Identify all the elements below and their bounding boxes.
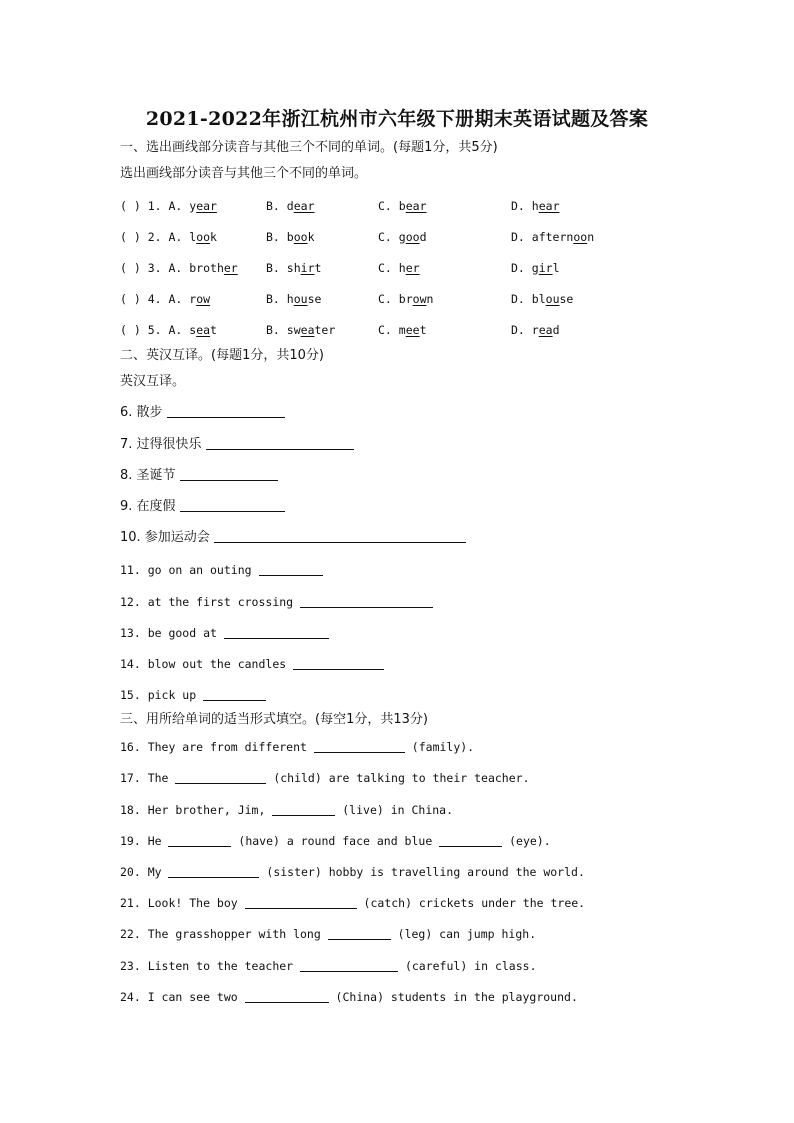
translation-item: 6. 散步 [120, 405, 285, 421]
section2-instruction: 英汉互译。 [120, 374, 186, 389]
option-c: C. meet [378, 323, 427, 337]
answer-blank[interactable] [168, 865, 259, 878]
section2-heading: 二、英汉互译。(每题1分，共10分) [120, 348, 324, 363]
fill-blank-item: 18. Her brother, Jim, (live) in China. [120, 803, 454, 817]
answer-blank[interactable] [180, 499, 285, 512]
translation-item: 11. go on an outing [120, 562, 323, 578]
option-a: ( ) 2. A. look [120, 230, 217, 244]
option-d: D. girl [511, 261, 560, 275]
translation-item: 7. 过得很快乐 [120, 437, 354, 453]
option-c: C. brown [378, 292, 434, 306]
answer-blank[interactable] [245, 990, 329, 1003]
option-d: D. read [511, 323, 560, 337]
fill-blank-item: 23. Listen to the teacher (careful) in class. [120, 959, 537, 973]
fill-blank-item: 22. The grasshopper with long (leg) can jump high. [120, 927, 537, 941]
option-c: C. bear [378, 199, 427, 213]
answer-blank[interactable] [328, 927, 391, 940]
question-row [120, 199, 680, 215]
option-c: C. good [378, 230, 427, 244]
option-b: B. shirt [266, 261, 322, 275]
answer-blank[interactable] [272, 803, 335, 816]
answer-blank[interactable] [259, 563, 323, 576]
translation-item: 15. pick up [120, 687, 266, 703]
option-b: B. dear [266, 199, 315, 213]
section1-heading: 一、选出画线部分读音与其他三个不同的单词。(每题1分，共5分) [120, 140, 498, 155]
option-a: ( ) 5. A. seat [120, 323, 217, 337]
option-d: D. hear [511, 199, 560, 213]
fill-blank-item: 21. Look! The boy (catch) crickets under the tree. [120, 896, 586, 910]
option-b: B. book [266, 230, 315, 244]
answer-blank[interactable] [439, 834, 502, 847]
answer-blank[interactable] [206, 437, 354, 450]
answer-blank[interactable] [214, 530, 466, 543]
question-row [120, 230, 680, 246]
answer-blank[interactable] [224, 626, 329, 639]
translation-item: 8. 圣诞节 [120, 468, 278, 484]
answer-blank[interactable] [293, 657, 384, 670]
option-a: ( ) 4. A. row [120, 292, 211, 306]
fill-blank-item: 17. The (child) are talking to their teacher. [120, 771, 530, 785]
translation-item: 14. blow out the candles [120, 656, 384, 672]
document-title: 2021-2022年浙江杭州市六年级下册期末英语试题及答案 [145, 108, 649, 130]
option-b: B. sweater [266, 323, 336, 337]
option-d: D. blouse [511, 292, 574, 306]
answer-blank[interactable] [168, 834, 231, 847]
option-d: D. afternoon [511, 230, 595, 244]
question-row [120, 292, 680, 308]
answer-blank[interactable] [175, 771, 266, 784]
option-b: B. house [266, 292, 322, 306]
translation-item: 13. be good at [120, 625, 329, 641]
fill-blank-item: 20. My (sister) hobby is travelling around the world. [120, 865, 585, 879]
answer-blank[interactable] [300, 959, 398, 972]
option-a: ( ) 1. A. year [120, 199, 217, 213]
section1-instruction: 选出画线部分读音与其他三个不同的单词。 [120, 166, 368, 181]
fill-blank-item: 24. I can see two (China) students in the playground. [120, 990, 578, 1004]
fill-blank-item: 19. He (have) a round face and blue (eye). [120, 834, 551, 848]
translation-item: 10. 参加运动会 [120, 530, 466, 546]
answer-blank[interactable] [167, 405, 285, 418]
translation-item: 12. at the first crossing [120, 594, 433, 610]
answer-blank[interactable] [245, 896, 357, 909]
translation-item: 9. 在度假 [120, 499, 285, 515]
answer-blank[interactable] [300, 595, 433, 608]
answer-blank[interactable] [314, 740, 405, 753]
answer-blank[interactable] [180, 468, 278, 481]
answer-blank[interactable] [203, 688, 266, 701]
option-a: ( ) 3. A. brother [120, 261, 238, 275]
option-c: C. her [378, 261, 420, 275]
section3-heading: 三、用所给单词的适当形式填空。(每空1分，共13分) [120, 712, 428, 727]
fill-blank-item: 16. They are from different (family). [120, 740, 475, 754]
question-row [120, 261, 680, 277]
question-row [120, 323, 680, 339]
